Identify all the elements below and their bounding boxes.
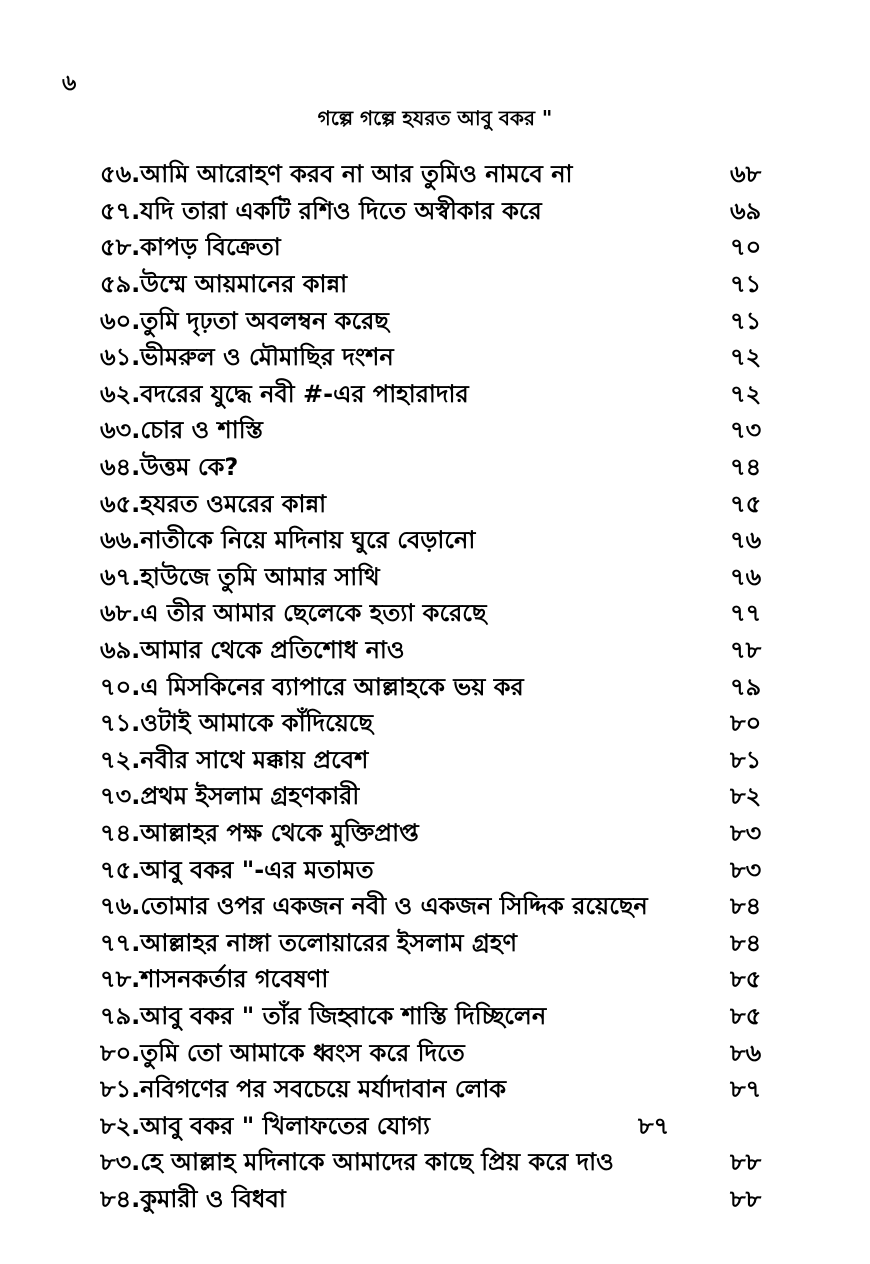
toc-entry — [100, 195, 770, 232]
toc-entry-title: ৭০.এ মিসকিনের ব্যাপারে আল্লাহকে ভয় কর — [100, 672, 524, 701]
toc-entry-page: ৮৪ — [730, 892, 762, 921]
toc-entry-page: ৭৪ — [730, 453, 762, 482]
toc-entry — [100, 670, 770, 707]
toc-entry — [100, 780, 770, 817]
table-of-contents — [100, 158, 770, 1219]
toc-entry-page: ৭১ — [730, 306, 762, 335]
toc-entry-title: ৫৯.উম্মে আয়মানের কান্না — [100, 270, 348, 299]
toc-entry-page: ৮০ — [730, 709, 762, 738]
toc-entry — [100, 231, 770, 268]
toc-entry — [100, 963, 770, 1000]
toc-entry-page: ৮২ — [730, 782, 762, 811]
page-number: ৬ — [62, 71, 77, 96]
toc-entry — [100, 378, 770, 415]
toc-entry-page: ৭৩ — [730, 416, 762, 445]
toc-entry-title: ৫৭.যদি তারা একটি রশিও দিতে অস্বীকার করে — [100, 196, 542, 225]
toc-entry-page: ৮৮ — [730, 1148, 762, 1177]
toc-entry-page: ৮৩ — [730, 818, 762, 847]
toc-entry — [100, 341, 770, 378]
toc-entry — [100, 304, 770, 341]
toc-entry-title: ৬৬.নাতীকে নিয়ে মদিনায় ঘুরে বেড়ানো — [100, 526, 476, 555]
toc-entry-page: ৮৩ — [730, 855, 762, 884]
toc-entry — [100, 707, 770, 744]
toc-entry-page: ৭২ — [730, 343, 762, 372]
toc-entry-title: ৭৫.আবু বকর "-এর মতামত — [100, 855, 374, 884]
toc-entry-title: ৭৪.আল্লাহর পক্ষ থেকে মুক্তিপ্রাপ্ত — [100, 818, 419, 847]
toc-entry-title: ৬৭.হাউজে তুমি আমার সাথি — [100, 562, 380, 591]
toc-entry — [100, 1000, 770, 1037]
running-header: গল্পে গল্পে হযরত আবু বকর " — [317, 106, 553, 130]
toc-entry-page: ৮৪ — [730, 928, 762, 957]
toc-entry — [100, 451, 770, 488]
toc-entry — [100, 487, 770, 524]
toc-entry-title: ৫৬.আমি আরোহণ করব না আর তুমিও নামবে না — [100, 160, 573, 189]
toc-entry-page: ৮৬ — [730, 1038, 762, 1067]
toc-entry-page: ৮৭ — [638, 1111, 670, 1140]
toc-entry — [100, 158, 770, 195]
toc-entry-title: ৮০.তুমি তো আমাকে ধ্বংস করে দিতে — [100, 1038, 465, 1067]
toc-entry — [100, 817, 770, 854]
toc-entry-title: ৭৩.প্রথম ইসলাম গ্রহণকারী — [100, 782, 360, 811]
toc-entry-page: ৭৫ — [730, 489, 762, 518]
toc-entry — [100, 853, 770, 890]
toc-entry — [100, 744, 770, 781]
toc-entry — [100, 414, 770, 451]
toc-entry-page: ৮৭ — [730, 1075, 762, 1104]
toc-entry-title: ৭৮.শাসনকর্তার গবেষণা — [100, 965, 329, 994]
toc-entry-title: ৮৩.হে আল্লাহ মদিনাকে আমাদের কাছে প্রিয় করে দাও — [100, 1148, 614, 1177]
toc-entry — [100, 890, 770, 927]
toc-entry-title: ৮২.আবু বকর " খিলাফতের যোগ্য — [100, 1111, 430, 1140]
toc-entry-title: ৮১.নবিগণের পর সবচেয়ে মর্যাদাবান লোক — [100, 1075, 507, 1104]
toc-entry-title: ৫৮.কাপড় বিক্রেতা — [100, 233, 281, 262]
toc-entry-page: ৭০ — [730, 233, 762, 262]
toc-entry — [100, 597, 770, 634]
toc-entry-page: ৭৬ — [730, 526, 762, 555]
toc-entry-page: ৭৮ — [730, 636, 762, 665]
toc-entry-page: ৮৫ — [730, 965, 762, 994]
toc-entry — [100, 524, 770, 561]
toc-entry-title: ৬১.ভীমরুল ও মৌমাছির দংশন — [100, 343, 394, 372]
toc-entry-title: ৭৭.আল্লাহর নাঙ্গা তলোয়ারের ইসলাম গ্রহণ — [100, 928, 517, 957]
toc-entry-page: ৮৮ — [730, 1184, 762, 1213]
toc-entry-page: ৮১ — [730, 745, 762, 774]
toc-entry-title: ৮৪.কুমারী ও বিধবা — [100, 1184, 286, 1213]
toc-entry-page: ৭৬ — [730, 562, 762, 591]
toc-entry-page: ৬৮ — [730, 160, 762, 189]
toc-entry — [100, 1036, 770, 1073]
toc-entry-page: ৭২ — [730, 379, 762, 408]
toc-entry-title: ৭২.নবীর সাথে মক্কায় প্রবেশ — [100, 745, 369, 774]
toc-entry-page: ৮৫ — [730, 1001, 762, 1030]
toc-entry-page: ৭৭ — [730, 599, 762, 628]
toc-entry — [100, 268, 770, 305]
toc-entry — [100, 1073, 770, 1110]
toc-entry — [100, 1109, 770, 1146]
toc-entry-title: ৬৪.উত্তম কে? — [100, 453, 239, 482]
toc-entry — [100, 634, 770, 671]
toc-entry — [100, 926, 770, 963]
toc-entry-title: ৬০.তুমি দৃঢ়তা অবলম্বন করেছ — [100, 306, 389, 335]
toc-entry-title: ৬৫.হযরত ওমরের কান্না — [100, 489, 327, 518]
toc-entry-title: ৬২.বদরের যুদ্ধে নবী #-এর পাহারাদার — [100, 379, 469, 408]
toc-entry-title: ৬৩.চোর ও শাস্তি — [100, 416, 263, 445]
toc-entry-page: ৬৯ — [730, 196, 762, 225]
toc-entry-title: ৬৯.আমার থেকে প্রতিশোধ নাও — [100, 636, 405, 665]
toc-entry — [100, 1146, 770, 1183]
toc-entry-title: ৭১.ওটাই আমাকে কাঁদিয়েছে — [100, 709, 374, 738]
toc-entry-title: ৬৮.এ তীর আমার ছেলেকে হত্যা করেছে — [100, 599, 487, 628]
toc-entry-page: ৭১ — [730, 270, 762, 299]
toc-entry-title: ৭৬.তোমার ওপর একজন নবী ও একজন সিদ্দিক রয়েছেন — [100, 892, 648, 921]
toc-entry-page: ৭৯ — [730, 672, 762, 701]
toc-entry — [100, 561, 770, 598]
toc-entry — [100, 1183, 770, 1220]
toc-entry-title: ৭৯.আবু বকর " তাঁর জিহ্বাকে শাস্তি দিচ্ছিলেন — [100, 1001, 547, 1030]
